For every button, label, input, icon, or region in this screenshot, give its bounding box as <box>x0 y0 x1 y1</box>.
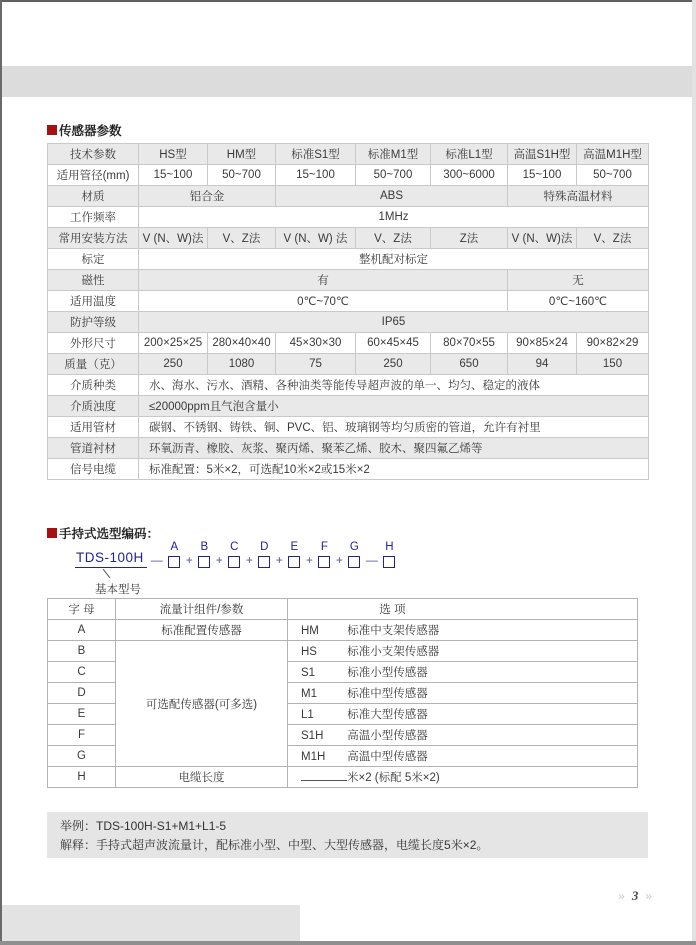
header-cell: 高温S1H型 <box>508 144 577 165</box>
table-cell: 94 <box>508 354 577 375</box>
row-label: 标定 <box>48 249 139 270</box>
section-title-text: 手持式选型编码： <box>59 527 160 541</box>
row-label: 防护等级 <box>48 312 139 333</box>
bottom-border-bar <box>0 941 696 945</box>
table-row-lining <box>48 438 649 459</box>
header-cell: HS型 <box>139 144 208 165</box>
table-cell: 280×40×40 <box>208 333 276 354</box>
plus-connector: + <box>185 553 193 567</box>
table-cell: 60×45×45 <box>356 333 431 354</box>
plus-connector: + <box>275 553 283 567</box>
table-cell: 整机配对标定 <box>139 249 649 270</box>
table-row-H <box>48 767 638 788</box>
chevron-right-icon: » <box>645 889 652 903</box>
table-cell: 200×25×25 <box>139 333 208 354</box>
row-label: 介质浊度 <box>48 396 139 417</box>
row-label: 质量（克） <box>48 354 139 375</box>
row-label: 管道衬材 <box>48 438 139 459</box>
plus-connector: + <box>245 553 253 567</box>
table-cell: V (N、W) 法 <box>276 228 356 249</box>
code-slot-A: A <box>167 541 182 568</box>
coding-table <box>47 598 638 788</box>
option-cell: M1 标准中型传感器 <box>288 683 638 704</box>
letter-cell: C <box>48 662 116 683</box>
table-cell: 水、海水、污水、酒精、各种油类等能传导超声波的单一、均匀、稳定的液体 <box>139 375 649 396</box>
coding-section-title <box>47 524 159 542</box>
code-box-icon <box>168 556 180 568</box>
option-cell: M1H 高温中型传感器 <box>288 746 638 767</box>
code-slot-F: F <box>317 541 332 568</box>
table-cell: 有 <box>139 270 508 291</box>
table-cell: 80×70×55 <box>431 333 508 354</box>
table-cell: 铝合金 <box>139 186 276 207</box>
code-box-icon <box>198 556 210 568</box>
table-cell: 50~700 <box>208 165 276 186</box>
table-cell: 50~700 <box>356 165 431 186</box>
table-cell: 1MHz <box>139 207 649 228</box>
table-cell: 无 <box>508 270 649 291</box>
table-row-media <box>48 375 649 396</box>
component-cell: 标准配置传感器 <box>116 620 288 641</box>
chevron-right-icon: » <box>618 889 625 903</box>
code-slot-B: B <box>197 541 212 568</box>
code-slot-D: D <box>257 541 272 568</box>
table-cell: V (N、W)法 <box>139 228 208 249</box>
table-row-weight <box>48 354 649 375</box>
table-cell: 15~100 <box>139 165 208 186</box>
table-cell: 250 <box>356 354 431 375</box>
option-cell: S1 标准小型传感器 <box>288 662 638 683</box>
table-cell: 0℃~160℃ <box>508 291 649 312</box>
table-cell: 150 <box>577 354 649 375</box>
table-row-frequency <box>48 207 649 228</box>
section-marker-icon <box>47 125 57 135</box>
header-cell: 字 母 <box>48 599 116 620</box>
top-border-line <box>0 0 696 2</box>
row-label: 常用安装方法 <box>48 228 139 249</box>
code-slot-E: E <box>287 541 302 568</box>
dash-connector: — <box>365 553 378 567</box>
letter-cell: G <box>48 746 116 767</box>
table-cell: V (N、W)法 <box>508 228 577 249</box>
table-cell: 90×82×29 <box>577 333 649 354</box>
table-header-row <box>48 144 649 165</box>
code-slot-G: G <box>347 541 362 568</box>
header-cell: 流量计组件/参数 <box>116 599 288 620</box>
table-cell: 碳钢、不锈钢、铸铁、铜、PVC、铝、玻璃钢等均匀质密的管道，允许有衬里 <box>139 417 649 438</box>
code-box-icon <box>228 556 240 568</box>
table-row-temperature <box>48 291 649 312</box>
table-cell: 45×30×30 <box>276 333 356 354</box>
code-slot-C: C <box>227 541 242 568</box>
component-cell: 电缆长度 <box>116 767 288 788</box>
header-cell: 选 项 <box>288 599 638 620</box>
table-cell: 75 <box>276 354 356 375</box>
code-slot-H: H <box>382 541 397 568</box>
right-border-strip <box>692 0 696 945</box>
letter-cell: E <box>48 704 116 725</box>
section-marker-icon <box>47 528 57 538</box>
header-cell: 技术参数 <box>48 144 139 165</box>
table-row-turbidity <box>48 396 649 417</box>
page-number: » 3 » <box>618 888 652 903</box>
letter-cell: H <box>48 767 116 788</box>
row-label: 外形尺寸 <box>48 333 139 354</box>
table-cell: 特殊高温材料 <box>508 186 649 207</box>
header-cell: 高温M1H型 <box>577 144 649 165</box>
table-row-material <box>48 186 649 207</box>
table-row-install <box>48 228 649 249</box>
letter-cell: D <box>48 683 116 704</box>
table-cell: 15~100 <box>508 165 577 186</box>
table-row-B <box>48 641 638 662</box>
table-cell: 环氧沥青、橡胶、灰浆、聚丙烯、聚苯乙烯、胶木、聚四氟乙烯等 <box>139 438 649 459</box>
table-cell: 50~700 <box>577 165 649 186</box>
fill-in-blank-line <box>301 769 347 781</box>
option-cell: S1H 高温小型传感器 <box>288 725 638 746</box>
row-label: 材质 <box>48 186 139 207</box>
base-model-code: TDS-100H <box>75 550 147 568</box>
table-cell: ≤20000ppm且气泡含量小 <box>139 396 649 417</box>
option-cell: HS 标准小支架传感器 <box>288 641 638 662</box>
row-label: 适用管径(mm) <box>48 165 139 186</box>
option-cell: 米×2 (标配 5米×2) <box>288 767 638 788</box>
header-gray-band <box>2 66 692 97</box>
header-cell: 标准L1型 <box>431 144 508 165</box>
code-box-icon <box>348 556 360 568</box>
code-box-icon <box>258 556 270 568</box>
table-row-pipe-material <box>48 417 649 438</box>
table-row-calibration <box>48 249 649 270</box>
table-cell: Z法 <box>431 228 508 249</box>
table-row-magnetic <box>48 270 649 291</box>
table-cell: 标准配置：5米×2，可选配10米×2或15米×2 <box>139 459 649 480</box>
table-cell: 90×85×24 <box>508 333 577 354</box>
header-cell: 标准S1型 <box>276 144 356 165</box>
footer-gray-band <box>2 905 300 941</box>
table-cell: 650 <box>431 354 508 375</box>
table-cell: 15~100 <box>276 165 356 186</box>
table-cell: V、Z法 <box>356 228 431 249</box>
table-cell: V、Z法 <box>577 228 649 249</box>
table-cell: 1080 <box>208 354 276 375</box>
table-cell: V、Z法 <box>208 228 276 249</box>
plus-connector: + <box>335 553 343 567</box>
table-row-pipe-diameter <box>48 165 649 186</box>
model-coding-diagram <box>75 541 397 568</box>
table-cell: ABS <box>276 186 508 207</box>
code-box-icon <box>318 556 330 568</box>
letter-cell: F <box>48 725 116 746</box>
base-model-label: 基本型号 <box>95 584 141 596</box>
table-row-dimensions <box>48 333 649 354</box>
row-label: 适用温度 <box>48 291 139 312</box>
option-cell: HM 标准中支架传感器 <box>288 620 638 641</box>
header-cell: HM型 <box>208 144 276 165</box>
component-cell: 可选配传感器(可多选) <box>116 641 288 767</box>
plus-connector: + <box>215 553 223 567</box>
sensor-parameter-table <box>47 143 649 480</box>
code-box-icon <box>288 556 300 568</box>
example-box <box>47 812 648 858</box>
row-label: 磁性 <box>48 270 139 291</box>
table-row-A <box>48 620 638 641</box>
explanation-line: 解释：手持式超声波流量计，配标准小型、中型、大型传感器，电缆长度5米×2。 <box>60 838 489 852</box>
row-label: 信号电缆 <box>48 459 139 480</box>
letter-cell: B <box>48 641 116 662</box>
table-header-row <box>48 599 638 620</box>
code-box-icon <box>383 556 395 568</box>
row-label: 适用管材 <box>48 417 139 438</box>
row-label: 介质种类 <box>48 375 139 396</box>
table-row-cable <box>48 459 649 480</box>
table-cell: 300~6000 <box>431 165 508 186</box>
table-cell: 0℃~70℃ <box>139 291 508 312</box>
row-label: 工作频率 <box>48 207 139 228</box>
example-line: 举例：TDS-100H-S1+M1+L1-5 <box>60 819 227 833</box>
table-row-protection <box>48 312 649 333</box>
left-border-line <box>0 0 2 945</box>
table-cell: 250 <box>139 354 208 375</box>
header-cell: 标准M1型 <box>356 144 431 165</box>
dash-connector: — <box>150 553 163 567</box>
option-cell: L1 标准大型传感器 <box>288 704 638 725</box>
plus-connector: + <box>305 553 313 567</box>
leader-line <box>103 569 111 578</box>
letter-cell: A <box>48 620 116 641</box>
table-cell: IP65 <box>139 312 649 333</box>
sensor-section-title <box>47 121 122 139</box>
section-title-text: 传感器参数 <box>59 124 122 138</box>
